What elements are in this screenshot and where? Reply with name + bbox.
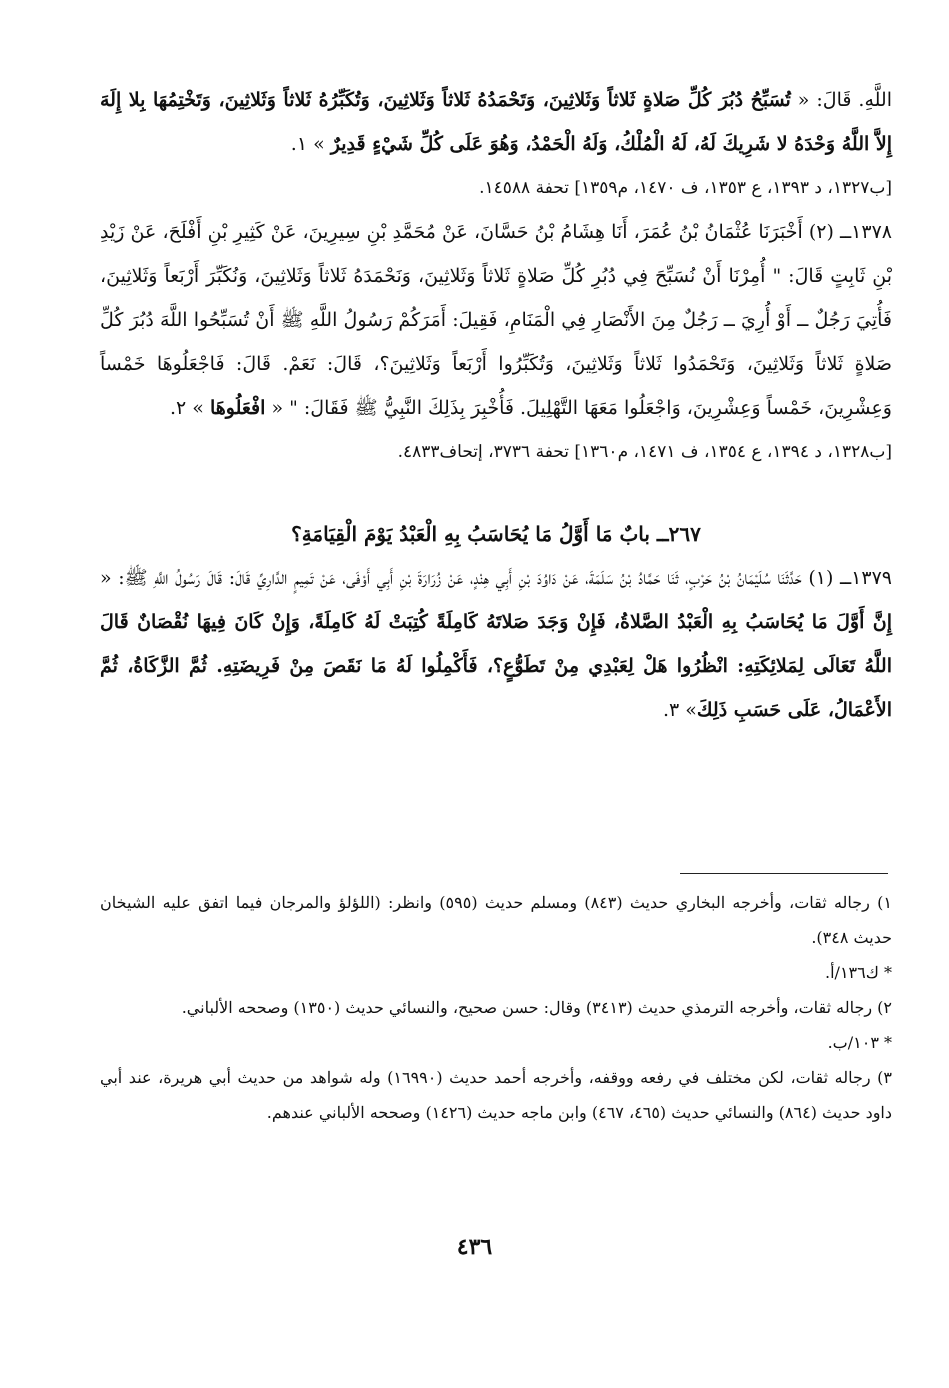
hadith-1379: ١٣٧٩ــ (١) حَدَّثَنَا سُلَيْمَانُ بْنُ حَرْبٍ، ثَنَا حَمَّادُ بْنُ سَلَمَةَ، عَنْ دَاوُدَ بْنِ أَبِي هِنْدٍ، عَنْ زُرَارَةَ بْنِ أَبِي أَوْفَى، عَنْ تَمِيمٍ الدَّارِيِّ قَالَ: قَالَ رَسُولُ اللَّهِ ﷺ: « إِنَّ أَوَّلَ مَا يُحَاسَبُ بِهِ الْعَبْدُ الصَّلاةُ، فَإِنْ وَجَدَ صَلاتَهُ كَامِلَةً كُتِبَتْ لَهُ كَامِلَةً، وَإِنْ كَانَ فِيهَا نُقْصَانٌ قَالَ اللَّهُ تَعَالَى لِمَلائِكَتِهِ: انْظُرُوا هَلْ لِعَبْدِي مِنْ تَطَوُّعٍ؟، فَأَكْمِلُوا لَهُ مَا نَقَصَ مِنْ فَرِيضَتِهِ. ثُمَّ الزَّكَاةُ، ثُمَّ الأَعْمَالُ، عَلَى حَسَبِ ذَلِكَ» ٣. [100, 567, 892, 721]
footnotes [100, 885, 892, 1130]
hadith-quote: تُسَبِّحُ دُبُرَ كُلِّ صَلاةٍ ثَلاثاً وَثَلاثِينَ، وَتَحْمَدُهُ ثَلاثاً وَثَلاثِينَ، وَتُكَبِّرُهُ ثَلاثاً وَثَلاثِينَ، وَتَخْتِمُهَا بِلا إِلَهَ إِلاَّ اللَّهُ وَحْدَهُ لا شَرِيكَ لَهُ، لَهُ الْمُلْكُ، وَلَهُ الْحَمْدُ، وَهُوَ عَلَى كُلِّ شَيْءٍ قَدِيرٌ [100, 89, 892, 155]
hadith-quote: افْعَلُوهَا [209, 397, 266, 419]
hadith-quote: إِنَّ أَوَّلَ مَا يُحَاسَبُ بِهِ الْعَبْدُ الصَّلاةُ، فَإِنْ وَجَدَ صَلاتَهُ كَامِلَةً كُتِبَتْ لَهُ كَامِلَةً، وَإِنْ كَانَ فِيهَا نُقْصَانٌ قَالَ اللَّهُ تَعَالَى لِمَلائِكَتِهِ: انْظُرُوا هَلْ لِعَبْدِي مِنْ تَطَوُّعٍ؟، فَأَكْمِلُوا لَهُ مَا نَقَصَ مِنْ فَرِيضَتِهِ. ثُمَّ الزَّكَاةُ، ثُمَّ الأَعْمَالُ، عَلَى حَسَبِ ذَلِكَ [100, 611, 892, 721]
citation-1: [ب١٣٢٧، د ١٣٩٣، ع ١٣٥٣، ف ١٤٧٠، م١٣٥٩] تحفة ١٤٥٨٨. [479, 178, 892, 198]
citation-2: [ب١٣٢٨، د ١٣٩٤، ع ١٣٥٤، ف ١٤٧١، م١٣٦٠] تحفة ٣٧٣٦، إتحاف٤٨٣٣. [397, 442, 892, 462]
manuscript-marker-1: * ك١٣٦/أ. [825, 963, 892, 982]
main-text [100, 78, 892, 732]
footnote-divider [680, 873, 888, 874]
chapter-heading: ٢٦٧ــ بابٌ مَا أَوَّلُ مَا يُحَاسَبُ بِهِ الْعَبْدُ يَوْمَ الْقِيَامَةِ؟ [291, 522, 701, 546]
footnote-1: ١) رجاله ثقات، وأخرجه البخاري حديث (٨٤٣) ومسلم حديث (٥٩٥) وانظر: (اللؤلؤ والمرجان فيما اتفق عليه الشيخان حديث ٣٤٨). [100, 893, 893, 947]
footnote-2: ٢) رجاله ثقات، وأخرجه الترمذي حديث (٣٤١٣) وقال: حسن صحيح، والنسائي حديث (١٣٥٠) وصححه الألباني. [181, 998, 892, 1017]
page-number: ٤٣٦ [456, 1234, 493, 1260]
hadith-continuation: اللَّهِ. قَالَ: « تُسَبِّحُ دُبُرَ كُلِّ صَلاةٍ ثَلاثاً وَثَلاثِينَ، وَتَحْمَدُهُ ثَلاثاً وَثَلاثِينَ، وَتُكَبِّرُهُ ثَلاثاً وَثَلاثِينَ، وَتَخْتِمُهَا بِلا إِلَهَ إِلاَّ اللَّهُ وَحْدَهُ لا شَرِيكَ لَهُ، لَهُ الْمُلْكُ، وَلَهُ الْحَمْدُ، وَهُوَ عَلَى كُلِّ شَيْءٍ قَدِيرٌ » ١. [100, 89, 892, 155]
hadith-1378: ١٣٧٨ــ (٢) أَخْبَرَنَا عُثْمَانُ بْنُ عُمَرَ، أَنَا هِشَامُ بْنُ حَسَّانَ، عَنْ مُحَمَّدِ بْنِ سِيرِينَ، عَنْ كَثِيرِ بْنِ أَفْلَحَ، عَنْ زَيْدِ بْنِ ثَابِتٍ قَالَ: " أُمِرْنَا أَنْ نُسَبِّحَ فِي دُبُرِ كُلِّ صَلاةٍ ثَلاثاً وَثَلاثِينَ، وَنَحْمَدَهُ ثَلاثاً وَثَلاثِينَ، وَنُكَبِّرَ أَرْبَعاً وَثَلاثِينَ، فَأُتِيَ رَجُلٌ ــ أَوْ أُرِيَ ــ رَجُلٌ مِنَ الأَنْصَارِ فِي الْمَنَامِ، فَقِيلَ: أَمَرَكُمْ رَسُولُ اللَّهِ ﷺ أَنْ تُسَبِّحُوا اللَّهَ دُبُرَ كُلِّ صَلاةٍ ثَلاثاً وَثَلاثِينَ، وَتَحْمَدُوا ثَلاثاً وَثَلاثِينَ، وَتُكَبِّرُوا أَرْبَعاً وَثَلاثِينَ؟، قَالَ: نَعَمْ. قَالَ: فَاجْعَلُوهَا خَمْساً وَعِشْرِينَ، خَمْساً وَعِشْرِينَ، وَاجْعَلُوا مَعَهَا التَّهْلِيلَ. فَأُخْبِرَ بِذَلِكَ النَّبِيُّ ﷺ فَقَالَ: " « افْعَلُوهَا » ٢. [100, 221, 892, 419]
footnote-3: ٣) رجاله ثقات، لكن مختلف في رفعه ووقفه، وأخرجه أحمد حديث (١٦٩٩٠) وله شواهد من حديث أبي هريرة، عند أبي داود حديث (٨٦٤) والنسائي حديث (٤٦٥، ٤٦٧) وابن ماجه حديث (١٤٢٦) وصححه الألباني عندهم. [100, 1068, 893, 1122]
manuscript-marker-2: * ١٠٣/ب. [827, 1033, 892, 1052]
